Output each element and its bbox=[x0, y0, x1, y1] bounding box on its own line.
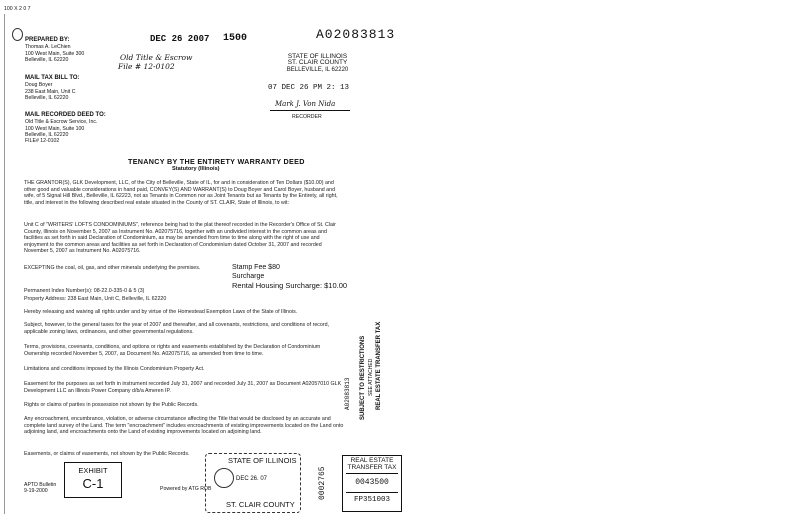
page-edge-left bbox=[4, 14, 5, 514]
limitations-paragraph: Limitations and conditions imposed by the Illinois Condominium Property Act. bbox=[24, 366, 205, 372]
mail-recorded-deed-line: Belleville, IL 62220 bbox=[25, 132, 69, 139]
prepared-by-line: Thomas A. LeChien bbox=[25, 44, 71, 51]
mail-tax-bill-line: Doug Boyer bbox=[25, 82, 53, 89]
state-seal-date: DEC 26. 07 bbox=[236, 476, 268, 482]
title-company-note: Old Title & Escrow bbox=[120, 53, 193, 62]
side-stamp-number: A02083813 bbox=[344, 377, 351, 410]
recorder-signature: Mark J. Von Nida bbox=[275, 100, 336, 108]
homestead-paragraph: Hereby releasing and waiving all rights under and by virtue of the Homestead Exemption Laws of the State of Illinois. bbox=[24, 309, 298, 315]
mail-tax-bill-block bbox=[25, 75, 80, 101]
state-seal-stamp bbox=[205, 453, 301, 513]
terms-paragraph: Terms, provisions, covenants, conditions, and options or rights and easements established by the Declaration of Condominium Ownership recorded November 5, 2007, as Document No. A02075716, as amended from time to time. bbox=[24, 344, 321, 357]
easements-public-paragraph: Easements, or claims of easements, not shown by the Public Records. bbox=[24, 451, 190, 457]
state-seal-vertical-number: 0002765 bbox=[318, 466, 327, 500]
mail-tax-bill-line: Belleville, IL 62220 bbox=[25, 95, 69, 102]
mail-tax-bill-line: 238 East Main, Unit C bbox=[25, 88, 76, 95]
mail-recorded-deed-label: MAIL RECORDED DEED TO: bbox=[25, 112, 106, 118]
recorder-stamp bbox=[270, 54, 365, 73]
circle-mark-icon bbox=[12, 28, 23, 41]
prepared-by-line: Belleville, IL 62220 bbox=[25, 57, 69, 64]
recorder-stamp-line: BELLEVILLE, IL 62220 bbox=[286, 66, 349, 73]
transfer-tax-title1: REAL ESTATE bbox=[350, 457, 394, 464]
rental-housing-surcharge: Rental Housing Surcharge: $10.00 bbox=[232, 281, 348, 290]
exhibit-box bbox=[64, 462, 122, 498]
powered-by: Powered by ATG ROB bbox=[160, 486, 212, 492]
transfer-tax-amount: 0043500 bbox=[355, 478, 389, 487]
prepared-by-line: 100 West Main, Suite 300 bbox=[25, 50, 85, 57]
property-address: Property Address: 238 East Main, Unit C, Belleville, IL 62220 bbox=[24, 296, 167, 302]
exhibit-value: C-1 bbox=[82, 476, 104, 491]
bulletin-note: APTD Bulletin bbox=[24, 482, 57, 488]
mail-recorded-deed-line: FILE# 12-0102 bbox=[25, 138, 60, 145]
mail-recorded-deed-line: 100 West Main, Suite 100 bbox=[25, 125, 85, 132]
date-stamp: DEC 26 2007 bbox=[150, 34, 210, 44]
transfer-tax-box bbox=[342, 455, 402, 512]
exhibit-label: EXHIBIT bbox=[78, 466, 108, 475]
transfer-tax-title2: TRANSFER TAX bbox=[347, 464, 397, 471]
subject-paragraph: Subject, however, to the general taxes for the year of 2007 and thereafter, and all covenants, restrictions, and conditions of record, applicable zoning laws, ordinances, and other governmental regulations. bbox=[24, 322, 330, 335]
state-seal-line1: STATE OF ILLINOIS bbox=[228, 456, 297, 465]
encroachment-paragraph: Any encroachment, encumbrance, violation, or adverse circumstance affecting the Title that would be disclosed by an accurate and complete land survey of the Land. The term "encroachment" includes encroachments of existing improvements located on the Land onto adjoining land, and encroachments onto the Land of existing improvements located on adjoining land. bbox=[24, 416, 344, 436]
easement-paragraph: Easement for the purposes as set forth in instrument recorded July 31, 2007 and recorded July 31, 2007 as Document A02057010 GLK Development LLC an Illinois Power Company d/b/a Ameren IP. bbox=[24, 381, 342, 394]
recorder-stamp-line: ST. CLAIR COUNTY bbox=[287, 59, 348, 67]
side-stamp-transfer-tax: REAL ESTATE TRANSFER TAX bbox=[376, 321, 382, 410]
prepared-by-block bbox=[25, 37, 84, 63]
bulletin-date: 9-19-2000 bbox=[24, 488, 48, 494]
surcharge: Surcharge bbox=[232, 273, 265, 280]
recorder-stamp-line: STATE OF ILLINOIS bbox=[287, 53, 348, 60]
permanent-index-number: Permanent Index Number(s): 08-22.0-335-0 & 5 (3) bbox=[24, 288, 145, 294]
recorder-stamp-datetime: 07 DEC 26 PM 2: 13 bbox=[268, 84, 350, 92]
document-number: A02083813 bbox=[316, 27, 396, 42]
excepting-paragraph: EXCEPTING the coal, oil, gas, and other minerals underlying the premises. bbox=[24, 265, 201, 271]
mail-recorded-deed-line: Old Title & Escrow Service, Inc. bbox=[25, 119, 98, 126]
file-number-note: File # 12-0102 bbox=[118, 62, 175, 71]
transfer-tax-number: FP351003 bbox=[353, 496, 390, 504]
deed-title: TENANCY BY THE ENTIRETY WARRANTY DEED bbox=[128, 157, 305, 166]
transfer-tax-divider bbox=[346, 492, 398, 493]
state-seal-line3: ST. CLAIR COUNTY bbox=[226, 500, 295, 509]
grantors-paragraph: THE GRANTOR(S), GLK Development, LLC, of the City of Belleville, State of IL, for and in consideration of Ten Dollars ($10.00) and other good and valuable considerations in hand paid, CONVEY(S) AND WARRANT(S) to Doug Boyer and Carol Boyer, husband and wife, of 5 Signal Hill Blvd., Belleville, IL 62223, not as Tenants in Common nor as Joint Tenants but as Tenants by the Entirety, all right, title, and interest in the following described real estate situated in the County of ST. CLAIR, State of Illinois, to wit: bbox=[24, 180, 338, 206]
corner-mark: 100 X 2 0 7 bbox=[4, 6, 31, 12]
rights-parties-paragraph: Rights or claims of parties in possession not shown by the Public Records. bbox=[24, 402, 199, 408]
side-stamp-restrictions: SUBJECT TO RESTRICTIONS bbox=[360, 335, 366, 420]
time-stamp: 1500 bbox=[223, 33, 248, 44]
recorder-label: RECORDER bbox=[292, 114, 322, 120]
state-seal-emblem-icon bbox=[214, 468, 234, 488]
deed-subtitle: Statutory (Illinois) bbox=[172, 166, 220, 172]
mail-tax-bill-label: MAIL TAX BILL TO: bbox=[25, 75, 80, 81]
prepared-by-label: PREPARED BY: bbox=[25, 37, 70, 43]
stamp-fee: Stamp Fee $80 bbox=[232, 264, 280, 271]
unit-paragraph: Unit C of "WRITERS' LOFTS CONDOMINIUMS", reference being had to the plat thereof recorded in the Recorder's Office of St. Clair County, Illinois on November 5, 2007 as Instrument No. A02075716, together with an undivided interest in the common areas and facilities as set forth in said Declaration of Condominium, as may be amended from time to time along with the right of use and enjoyment to the common areas and facilities as set forth in Declaration of Condominium dated October 31, 2007 and recorded November 5, 2007 as Instrument No. A02075716. bbox=[24, 222, 336, 255]
signature-line bbox=[270, 110, 350, 111]
transfer-tax-divider bbox=[346, 473, 398, 474]
side-stamp-attached: SEE ATTACHED bbox=[368, 358, 374, 396]
mail-recorded-deed-block bbox=[25, 112, 106, 145]
